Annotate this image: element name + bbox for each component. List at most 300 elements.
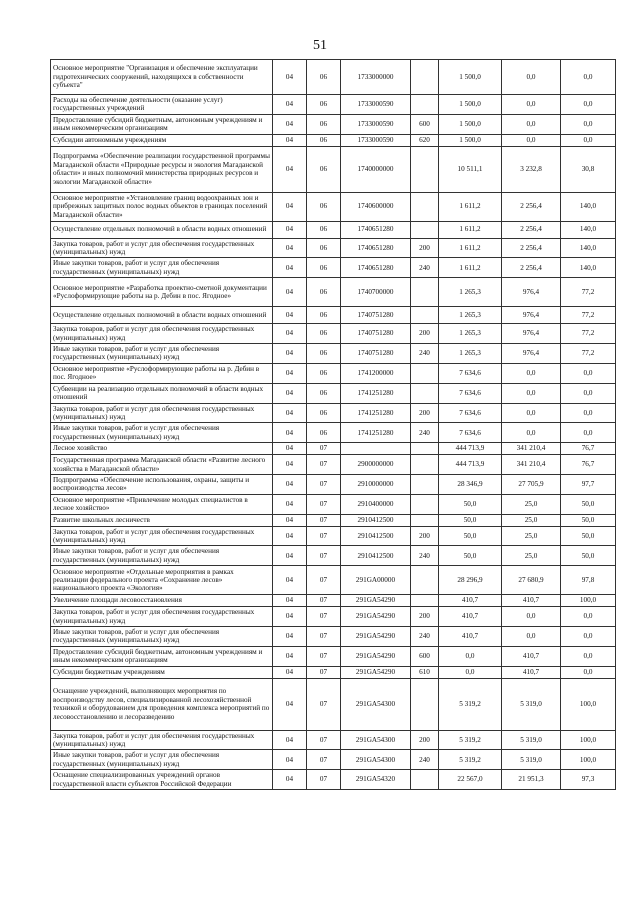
row-expense-type — [411, 474, 439, 494]
row-target-code: 2910400000 — [341, 494, 411, 514]
table-row — [51, 423, 616, 443]
row-target-code: 291GA54300 — [341, 730, 411, 750]
row-value-2: 0,0 — [502, 627, 561, 647]
row-subsection: 06 — [307, 423, 341, 443]
row-value-1: 5 319,2 — [439, 750, 502, 770]
row-value-1: 1 500,0 — [439, 134, 502, 146]
row-subsection: 06 — [307, 324, 341, 344]
row-value-3: 0,0 — [561, 403, 616, 423]
row-value-1: 1 265,3 — [439, 278, 502, 307]
row-subsection: 06 — [307, 307, 341, 324]
row-target-code: 291GA54320 — [341, 770, 411, 790]
row-value-2: 21 951,3 — [502, 770, 561, 790]
row-value-1: 410,7 — [439, 627, 502, 647]
row-section: 04 — [273, 514, 307, 526]
row-section: 04 — [273, 146, 307, 192]
row-section: 04 — [273, 770, 307, 790]
row-value-1: 7 634,6 — [439, 383, 502, 403]
row-value-3: 76,7 — [561, 443, 616, 455]
row-value-2: 0,0 — [502, 607, 561, 627]
row-value-1: 1 611,2 — [439, 192, 502, 221]
row-expense-type: 200 — [411, 607, 439, 627]
row-target-code: 1740751280 — [341, 324, 411, 344]
table-row — [51, 383, 616, 403]
row-section: 04 — [273, 730, 307, 750]
table-row — [51, 60, 616, 95]
row-subsection: 07 — [307, 666, 341, 678]
row-subsection: 07 — [307, 678, 341, 730]
row-name: Иные закупки товаров, работ и услуг для обеспечения государственных (муниципальных) нужд — [51, 627, 273, 647]
row-section: 04 — [273, 363, 307, 383]
row-value-2: 976,4 — [502, 344, 561, 364]
row-subsection: 07 — [307, 514, 341, 526]
row-expense-type: 240 — [411, 627, 439, 647]
row-value-2: 0,0 — [502, 423, 561, 443]
row-section: 04 — [273, 607, 307, 627]
row-target-code: 1733000590 — [341, 114, 411, 134]
row-expense-type — [411, 455, 439, 475]
row-value-2: 5 319,0 — [502, 730, 561, 750]
row-target-code: 1741200000 — [341, 363, 411, 383]
row-expense-type — [411, 95, 439, 115]
row-value-1: 5 319,2 — [439, 678, 502, 730]
row-value-1: 1 500,0 — [439, 114, 502, 134]
row-value-3: 97,8 — [561, 566, 616, 595]
row-name: Основное мероприятие "Организация и обеспечение эксплуатации гидротехнических сооружений, находящихся в собственности субъекта" — [51, 60, 273, 95]
row-section: 04 — [273, 423, 307, 443]
table-row — [51, 730, 616, 750]
row-expense-type: 610 — [411, 666, 439, 678]
row-value-3: 97,7 — [561, 474, 616, 494]
row-expense-type: 200 — [411, 324, 439, 344]
table-row — [51, 455, 616, 475]
row-subsection: 07 — [307, 443, 341, 455]
row-subsection: 07 — [307, 546, 341, 566]
row-section: 04 — [273, 278, 307, 307]
row-value-1: 1 265,3 — [439, 324, 502, 344]
row-target-code: 2910412500 — [341, 514, 411, 526]
row-target-code: 1740651280 — [341, 238, 411, 258]
row-subsection: 06 — [307, 221, 341, 238]
table-row — [51, 770, 616, 790]
row-section: 04 — [273, 526, 307, 546]
row-expense-type — [411, 770, 439, 790]
row-expense-type — [411, 566, 439, 595]
table-row — [51, 146, 616, 192]
table-row — [51, 95, 616, 115]
row-subsection: 06 — [307, 146, 341, 192]
row-value-3: 76,7 — [561, 455, 616, 475]
row-value-2: 976,4 — [502, 324, 561, 344]
row-value-1: 0,0 — [439, 666, 502, 678]
row-section: 04 — [273, 134, 307, 146]
row-expense-type — [411, 363, 439, 383]
row-expense-type: 200 — [411, 730, 439, 750]
row-expense-type: 600 — [411, 114, 439, 134]
table-row — [51, 114, 616, 134]
row-section: 04 — [273, 443, 307, 455]
row-value-2: 0,0 — [502, 114, 561, 134]
row-value-3: 50,0 — [561, 526, 616, 546]
row-target-code: 1740751280 — [341, 307, 411, 324]
row-target-code: 1741251280 — [341, 423, 411, 443]
row-value-1: 1 265,3 — [439, 344, 502, 364]
row-target-code: 1740700000 — [341, 278, 411, 307]
row-value-1: 50,0 — [439, 514, 502, 526]
row-name: Иные закупки товаров, работ и услуг для обеспечения государственных (муниципальных) нужд — [51, 344, 273, 364]
row-name: Основное мероприятие «Установление границ водоохранных зон и прибрежных защитных полос водных объектов в границах поселений Магаданской области» — [51, 192, 273, 221]
row-name: Иные закупки товаров, работ и услуг для обеспечения государственных (муниципальных) нужд — [51, 750, 273, 770]
row-subsection: 06 — [307, 403, 341, 423]
row-value-2: 341 210,4 — [502, 455, 561, 475]
row-name: Предоставление субсидий бюджетным, автономным учреждениям и иным некоммерческим организациям — [51, 114, 273, 134]
row-value-2: 341 210,4 — [502, 443, 561, 455]
row-value-1: 1 500,0 — [439, 60, 502, 95]
row-target-code: 1733000590 — [341, 134, 411, 146]
row-subsection: 07 — [307, 750, 341, 770]
row-target-code: 1740600000 — [341, 192, 411, 221]
row-name: Подпрограмма «Обеспечение использования, охраны, защиты и воспроизводства лесов» — [51, 474, 273, 494]
table-row — [51, 595, 616, 607]
table-row — [51, 750, 616, 770]
row-subsection: 06 — [307, 95, 341, 115]
row-expense-type: 240 — [411, 423, 439, 443]
row-name: Увеличение площади лесовосстановления — [51, 595, 273, 607]
row-subsection: 07 — [307, 730, 341, 750]
row-target-code: 1740651280 — [341, 221, 411, 238]
row-value-2: 25,0 — [502, 514, 561, 526]
row-expense-type — [411, 383, 439, 403]
row-subsection: 06 — [307, 258, 341, 278]
row-value-3: 0,0 — [561, 363, 616, 383]
row-value-2: 27 705,9 — [502, 474, 561, 494]
row-section: 04 — [273, 114, 307, 134]
row-value-3: 0,0 — [561, 423, 616, 443]
row-name: Основное мероприятие «Привлечение молодых специалистов в лесное хозяйство» — [51, 494, 273, 514]
row-subsection: 07 — [307, 607, 341, 627]
row-subsection: 06 — [307, 278, 341, 307]
row-value-2: 25,0 — [502, 546, 561, 566]
row-section: 04 — [273, 324, 307, 344]
table-row — [51, 526, 616, 546]
table-row — [51, 192, 616, 221]
row-value-3: 0,0 — [561, 60, 616, 95]
row-value-3: 100,0 — [561, 678, 616, 730]
row-value-1: 1 611,2 — [439, 221, 502, 238]
row-expense-type: 600 — [411, 646, 439, 666]
row-value-2: 410,7 — [502, 595, 561, 607]
row-subsection: 06 — [307, 192, 341, 221]
row-subsection: 06 — [307, 134, 341, 146]
row-subsection: 07 — [307, 566, 341, 595]
row-expense-type — [411, 678, 439, 730]
row-target-code: 1740651280 — [341, 258, 411, 278]
row-value-2: 410,7 — [502, 666, 561, 678]
row-target-code: 1741251280 — [341, 383, 411, 403]
row-section: 04 — [273, 403, 307, 423]
row-value-2: 2 256,4 — [502, 238, 561, 258]
row-section: 04 — [273, 595, 307, 607]
row-expense-type — [411, 443, 439, 455]
row-value-3: 0,0 — [561, 383, 616, 403]
row-target-code: 2910412500 — [341, 546, 411, 566]
row-name: Основное мероприятие «Разработка проектно-сметной документации «Руслоформирующие работы на р. Дебин в пос. Ягодное» — [51, 278, 273, 307]
row-target-code: 291GA54290 — [341, 595, 411, 607]
row-subsection: 06 — [307, 363, 341, 383]
row-value-3: 77,2 — [561, 344, 616, 364]
row-name: Лесное хозяйство — [51, 443, 273, 455]
row-name: Основное мероприятие «Отдельные мероприятия в рамках реализации федерального проекта «Сохранение лесов» национального проекта «Экология» — [51, 566, 273, 595]
row-value-1: 0,0 — [439, 646, 502, 666]
row-name: Иные закупки товаров, работ и услуг для обеспечения государственных (муниципальных) нужд — [51, 546, 273, 566]
row-subsection: 07 — [307, 474, 341, 494]
row-section: 04 — [273, 238, 307, 258]
row-name: Закупка товаров, работ и услуг для обеспечения государственных (муниципальных) нужд — [51, 730, 273, 750]
row-value-2: 976,4 — [502, 278, 561, 307]
row-value-2: 2 256,4 — [502, 221, 561, 238]
row-expense-type: 200 — [411, 238, 439, 258]
row-section: 04 — [273, 666, 307, 678]
row-section: 04 — [273, 750, 307, 770]
row-value-1: 28 296,9 — [439, 566, 502, 595]
table-row — [51, 514, 616, 526]
table-row — [51, 607, 616, 627]
row-value-1: 7 634,6 — [439, 403, 502, 423]
row-value-3: 0,0 — [561, 114, 616, 134]
row-target-code: 1733000000 — [341, 60, 411, 95]
row-name: Подпрограмма «Обеспечение реализации государственной программы Магаданской области «Природные ресурсы и экология Магаданской области» и иных полномочий министерства природных ресурсов и экологии Магаданской области» — [51, 146, 273, 192]
row-section: 04 — [273, 344, 307, 364]
row-target-code: 1740751280 — [341, 344, 411, 364]
row-value-2: 0,0 — [502, 95, 561, 115]
table-row — [51, 134, 616, 146]
row-value-3: 140,0 — [561, 238, 616, 258]
row-value-2: 2 256,4 — [502, 192, 561, 221]
row-target-code: 1733000590 — [341, 95, 411, 115]
row-section: 04 — [273, 646, 307, 666]
row-value-3: 97,3 — [561, 770, 616, 790]
row-name: Расходы на обеспечение деятельности (оказание услуг) государственных учреждений — [51, 95, 273, 115]
row-name: Закупка товаров, работ и услуг для обеспечения государственных (муниципальных) нужд — [51, 403, 273, 423]
row-value-1: 5 319,2 — [439, 730, 502, 750]
row-value-1: 410,7 — [439, 607, 502, 627]
row-value-1: 50,0 — [439, 494, 502, 514]
row-target-code: 2910412500 — [341, 526, 411, 546]
page-number: 51 — [313, 38, 327, 53]
table-row — [51, 258, 616, 278]
row-value-3: 100,0 — [561, 730, 616, 750]
row-target-code: 291GA54290 — [341, 646, 411, 666]
row-expense-type — [411, 60, 439, 95]
table-row — [51, 474, 616, 494]
row-value-3: 0,0 — [561, 646, 616, 666]
row-section: 04 — [273, 258, 307, 278]
row-name: Предоставление субсидий бюджетным, автономным учреждениям и иным некоммерческим организациям — [51, 646, 273, 666]
row-value-1: 50,0 — [439, 546, 502, 566]
row-value-2: 410,7 — [502, 646, 561, 666]
table-row — [51, 403, 616, 423]
table-row — [51, 307, 616, 324]
row-name: Закупка товаров, работ и услуг для обеспечения государственных (муниципальных) нужд — [51, 238, 273, 258]
row-value-3: 30,8 — [561, 146, 616, 192]
row-value-1: 1 611,2 — [439, 258, 502, 278]
row-value-2: 3 232,8 — [502, 146, 561, 192]
row-section: 04 — [273, 307, 307, 324]
row-value-3: 0,0 — [561, 607, 616, 627]
row-expense-type: 620 — [411, 134, 439, 146]
row-value-2: 0,0 — [502, 383, 561, 403]
row-value-2: 0,0 — [502, 134, 561, 146]
row-name: Субсидии автономным учреждениям — [51, 134, 273, 146]
row-value-1: 410,7 — [439, 595, 502, 607]
row-value-2: 5 319,0 — [502, 750, 561, 770]
row-value-2: 2 256,4 — [502, 258, 561, 278]
budget-table — [50, 59, 616, 790]
row-value-1: 7 634,6 — [439, 363, 502, 383]
row-subsection: 06 — [307, 383, 341, 403]
row-section: 04 — [273, 221, 307, 238]
row-section: 04 — [273, 627, 307, 647]
table-row — [51, 646, 616, 666]
row-target-code: 291GA54290 — [341, 627, 411, 647]
row-value-1: 444 713,9 — [439, 443, 502, 455]
row-name: Оснащение учреждений, выполняющих мероприятия по воспроизводству лесов, специализированной лесохозяйственной техникой и оборудованием для проведения комплекса мероприятий по лесовосстановлению и лесоразведению — [51, 678, 273, 730]
row-value-2: 976,4 — [502, 307, 561, 324]
row-value-1: 7 634,6 — [439, 423, 502, 443]
table-row — [51, 443, 616, 455]
row-expense-type — [411, 595, 439, 607]
row-value-1: 1 500,0 — [439, 95, 502, 115]
row-subsection: 06 — [307, 238, 341, 258]
row-value-3: 0,0 — [561, 134, 616, 146]
table-row — [51, 666, 616, 678]
row-value-3: 140,0 — [561, 221, 616, 238]
row-subsection: 06 — [307, 114, 341, 134]
row-target-code: 291GA00000 — [341, 566, 411, 595]
table-row — [51, 627, 616, 647]
row-value-3: 140,0 — [561, 192, 616, 221]
row-subsection: 07 — [307, 455, 341, 475]
row-expense-type: 240 — [411, 546, 439, 566]
row-section: 04 — [273, 678, 307, 730]
row-target-code: 2900000000 — [341, 455, 411, 475]
row-section: 04 — [273, 494, 307, 514]
row-target-code: 1741251280 — [341, 403, 411, 423]
row-subsection: 07 — [307, 770, 341, 790]
row-value-3: 100,0 — [561, 750, 616, 770]
row-section: 04 — [273, 192, 307, 221]
row-value-3: 140,0 — [561, 258, 616, 278]
row-name: Основное мероприятие «Руслоформирующие работы на р. Дебин в пос. Ягодное» — [51, 363, 273, 383]
table-row — [51, 678, 616, 730]
row-value-2: 5 319,0 — [502, 678, 561, 730]
row-name: Иные закупки товаров, работ и услуг для обеспечения государственных (муниципальных) нужд — [51, 258, 273, 278]
row-value-1: 28 346,9 — [439, 474, 502, 494]
row-section: 04 — [273, 474, 307, 494]
row-name: Закупка товаров, работ и услуг для обеспечения государственных (муниципальных) нужд — [51, 607, 273, 627]
row-value-2: 25,0 — [502, 526, 561, 546]
row-subsection: 06 — [307, 60, 341, 95]
row-value-3: 50,0 — [561, 494, 616, 514]
row-expense-type — [411, 146, 439, 192]
row-value-3: 0,0 — [561, 666, 616, 678]
row-target-code: 291GA54300 — [341, 678, 411, 730]
table-row — [51, 344, 616, 364]
row-name: Иные закупки товаров, работ и услуг для обеспечения государственных (муниципальных) нужд — [51, 423, 273, 443]
row-name: Осуществление отдельных полномочий в области водных отношений — [51, 307, 273, 324]
row-expense-type: 240 — [411, 750, 439, 770]
row-name: Субвенции на реализацию отдельных полномочий в области водных отношений — [51, 383, 273, 403]
table-row — [51, 324, 616, 344]
row-target-code — [341, 443, 411, 455]
row-subsection: 07 — [307, 526, 341, 546]
row-section: 04 — [273, 95, 307, 115]
table-row — [51, 566, 616, 595]
table-body — [51, 60, 616, 790]
row-name: Закупка товаров, работ и услуг для обеспечения государственных (муниципальных) нужд — [51, 526, 273, 546]
row-value-3: 0,0 — [561, 627, 616, 647]
row-value-2: 0,0 — [502, 60, 561, 95]
row-value-2: 0,0 — [502, 363, 561, 383]
row-value-2: 27 680,9 — [502, 566, 561, 595]
row-subsection: 07 — [307, 595, 341, 607]
row-expense-type: 240 — [411, 258, 439, 278]
row-expense-type — [411, 278, 439, 307]
row-value-1: 50,0 — [439, 526, 502, 546]
table-row — [51, 221, 616, 238]
row-target-code: 291GA54300 — [341, 750, 411, 770]
row-subsection: 07 — [307, 627, 341, 647]
row-section: 04 — [273, 566, 307, 595]
row-target-code: 1740000000 — [341, 146, 411, 192]
row-section: 04 — [273, 546, 307, 566]
row-name: Государственная программа Магаданской области «Развитие лесного хозяйства в Магаданской области» — [51, 455, 273, 475]
row-name: Субсидии бюджетным учреждениям — [51, 666, 273, 678]
row-section: 04 — [273, 383, 307, 403]
row-section: 04 — [273, 455, 307, 475]
row-name: Оснащение специализированных учреждений органов государственной власти субъектов Российской Федерации — [51, 770, 273, 790]
row-expense-type — [411, 514, 439, 526]
row-name: Закупка товаров, работ и услуг для обеспечения государственных (муниципальных) нужд — [51, 324, 273, 344]
table-row — [51, 546, 616, 566]
row-subsection: 07 — [307, 646, 341, 666]
row-expense-type: 200 — [411, 526, 439, 546]
row-subsection: 06 — [307, 344, 341, 364]
row-value-3: 77,2 — [561, 307, 616, 324]
row-expense-type — [411, 221, 439, 238]
row-expense-type: 200 — [411, 403, 439, 423]
row-value-3: 77,2 — [561, 324, 616, 344]
row-value-3: 100,0 — [561, 595, 616, 607]
row-value-1: 1 611,2 — [439, 238, 502, 258]
row-value-2: 0,0 — [502, 403, 561, 423]
row-value-2: 25,0 — [502, 494, 561, 514]
row-value-1: 1 265,3 — [439, 307, 502, 324]
row-expense-type — [411, 494, 439, 514]
row-expense-type — [411, 307, 439, 324]
row-value-3: 50,0 — [561, 514, 616, 526]
row-value-1: 22 567,0 — [439, 770, 502, 790]
row-target-code: 291GA54290 — [341, 607, 411, 627]
row-value-3: 0,0 — [561, 95, 616, 115]
row-value-3: 77,2 — [561, 278, 616, 307]
row-name: Развитие школьных лесничеств — [51, 514, 273, 526]
row-target-code: 291GA54290 — [341, 666, 411, 678]
row-value-3: 50,0 — [561, 546, 616, 566]
row-section: 04 — [273, 60, 307, 95]
table-row — [51, 494, 616, 514]
row-subsection: 07 — [307, 494, 341, 514]
